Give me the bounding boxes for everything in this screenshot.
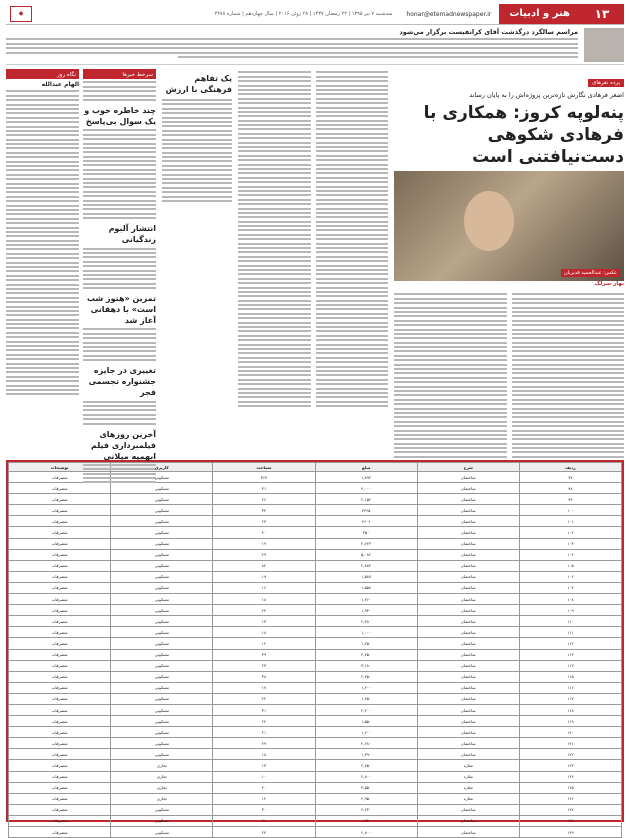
table-cell: مسکونی [111,505,213,516]
table-cell: ۱۳ [213,616,315,627]
table-row [9,693,622,704]
table-cell: مسکونی [111,682,213,693]
portrait-photo [584,28,624,62]
table-row [9,704,622,715]
table-cell: ۲,۸۰۰ [315,771,417,782]
table-cell: مغازه [417,782,519,793]
table-cell: متصرفات [9,782,111,793]
table-cell: ساختمان [417,605,519,616]
table-cell: ساختمان [417,693,519,704]
table-cell: مسکونی [111,804,213,815]
table-cell: ساختمان [417,671,519,682]
table-cell: ۴۵۰ [315,527,417,538]
table-cell: ۱۲۶ [519,793,621,804]
table-cell: مغازه [417,760,519,771]
table-header: مبلغ [315,463,417,472]
table-cell: ۲۴ [213,827,315,838]
table-cell: متصرفات [9,815,111,826]
table-cell: ساختمان [417,516,519,527]
table-cell: ۳,۱۸۰ [315,660,417,671]
table-cell: ساختمان [417,582,519,593]
table-cell: مسکونی [111,671,213,682]
table-cell: مسکونی [111,738,213,749]
table-cell: ساختمان [417,527,519,538]
table-cell: ۲۴ [213,605,315,616]
table-cell: ۱۱۵ [519,671,621,682]
table-cell: ساختمان [417,627,519,638]
table-row [9,827,622,838]
table-cell: ۱۸ [213,627,315,638]
table-cell: مسکونی [111,704,213,715]
feature-kicker: اصغر فرهادی نگارش تازه‌ترین پروژه‌اش را به پایان رساند [469,91,624,99]
table-header: توضیحات [9,463,111,472]
table-cell: ساختمان [417,571,519,582]
table-cell: ۱,۵۵۸ [315,582,417,593]
table-cell: ۲۱ [213,815,315,826]
table-cell: مسکونی [111,827,213,838]
table-row [9,560,622,571]
table-cell: ۲۴ [213,716,315,727]
table-row [9,649,622,660]
table-cell: ۱۲۱ [519,738,621,749]
table-cell: متصرفات [9,605,111,616]
photo-caption: عکس: عبدالحمید قدیریان [561,269,620,277]
table-cell: متصرفات [9,760,111,771]
table-cell: ساختمان [417,704,519,715]
table-cell: مسکونی [111,472,213,483]
table-cell: متصرفات [9,582,111,593]
table-cell: ساختمان [417,560,519,571]
table-cell: ۱۰۹ [519,605,621,616]
table-row [9,571,622,582]
table-cell: ۱۰۵ [519,560,621,571]
table-cell: ۱۲۴ [519,771,621,782]
table-cell: ۱,۰۰۰ [315,627,417,638]
photo-subject [464,191,514,251]
table-cell: مسکونی [111,516,213,527]
table-cell: مسکونی [111,538,213,549]
table-cell: متصرفات [9,549,111,560]
table-cell: ساختمان [417,638,519,649]
table-cell: متصرفات [9,505,111,516]
table-cell: ۲,۲۳۰ [315,804,417,815]
table-row [9,594,622,605]
section-title: هنر و ادبیات [499,4,580,24]
table-cell: متصرفات [9,527,111,538]
table-cell: ۱۱۹ [519,716,621,727]
table-cell: مسکونی [111,660,213,671]
table-cell: ۵,۰۸۲ [315,549,417,560]
table-row [9,793,622,804]
table-cell: ۱۲۲ [519,749,621,760]
table-cell: ساختمان [417,660,519,671]
table-cell: ساختمان [417,483,519,494]
table-cell: ۹۸ [519,483,621,494]
table-cell: ۳۰ [213,804,315,815]
table-cell: مسکونی [111,716,213,727]
table-cell: ساختمان [417,538,519,549]
table-row [9,682,622,693]
table-cell: متصرفات [9,716,111,727]
table-row [9,760,622,771]
obituary-headline: مراسم سالگرد درگذشت آقای کرانفیست برگزار می‌شود [399,28,578,36]
feature-tag: پرده نقرهای [588,79,624,87]
table-cell: تجاری [111,771,213,782]
table-cell: ۲,۱۵۲ [315,494,417,505]
table-cell: ۴۴۶۵ [315,505,417,516]
news-headline-3: تمرین «هنوز شب است» با دهقانی آغاز شد [86,294,156,326]
sidebar-box-left [83,69,156,461]
table-row [9,716,622,727]
feature-story [394,69,624,454]
middle-columns [238,69,388,454]
table-cell: ۲,۷۵۰ [315,760,417,771]
table-cell: ۱,۸۹۲ [315,472,417,483]
table-cell: ساختمان [417,649,519,660]
table-header: ردیف [519,463,621,472]
news-headline-5: آخرین روزهای فیلمبرداری فیلم ابهمیه میلانی [91,429,156,461]
table-cell: ۱۱۰ [519,616,621,627]
table-cell: ساختمان [417,716,519,727]
table-cell: متصرفات [9,638,111,649]
table-cell: متصرفات [9,693,111,704]
table-cell: ۲۳ [213,516,315,527]
main-content [6,69,624,461]
table-cell: ۲,۶۲۳ [315,538,417,549]
table-row [9,671,622,682]
table-cell: ساختمان [417,505,519,516]
table-cell: متصرفات [9,827,111,838]
table-cell: مسکونی [111,749,213,760]
table-cell: ۱۲۰ [519,727,621,738]
table-cell: متصرفات [9,727,111,738]
table-cell: متصرفات [9,483,111,494]
columnist-name: الهام عبدالله [41,81,79,88]
sidebar [6,69,156,461]
table-cell: ساختمان [417,549,519,560]
table-cell: ساختمان [417,682,519,693]
table-cell: مسکونی [111,571,213,582]
news-headline-1: چند خاطره خوب و یک سوال بی‌پاسخ [84,105,156,126]
table-row [9,538,622,549]
obituary-strip [6,28,624,65]
table-cell: ۱۰ [213,771,315,782]
table-cell: ۱۰۳ [519,538,621,549]
table-cell: ساختمان [417,827,519,838]
property-auction-ad [6,460,624,835]
table-cell: ۲,۲۸۰ [315,616,417,627]
table-cell: ۱۲ [213,793,315,804]
table-cell: مسکونی [111,560,213,571]
table-cell: ۲۹ [213,549,315,560]
table-cell: ۱۲۹ [519,827,621,838]
table-cell: ۳۶۷ [213,472,315,483]
table-cell: ساختمان [417,594,519,605]
table-cell: متصرفات [9,738,111,749]
table-cell: مسکونی [111,616,213,627]
table-cell: ۸۲ [213,560,315,571]
obituary-text [6,38,578,58]
table-row [9,749,622,760]
table-cell: تجاری [111,782,213,793]
table-cell: ۱۱۶ [519,682,621,693]
table-cell: مسکونی [111,815,213,826]
table-cell: ۱۸ [213,749,315,760]
table-cell: ساختمان [417,738,519,749]
table-cell: ۱۲۷ [519,804,621,815]
table-row [9,582,622,593]
table-cell: مسکونی [111,527,213,538]
table-cell: ۳۱ [213,483,315,494]
table-cell: متصرفات [9,749,111,760]
table-cell: ۱۲۳ [519,760,621,771]
table-row [9,638,622,649]
table-cell: ۳,۵۵۰ [315,782,417,793]
table-cell: ۱۳ [213,760,315,771]
table-cell: ساختمان [417,494,519,505]
table-cell: ساختمان [417,727,519,738]
table-cell: تجاری [111,793,213,804]
table-cell: ۱۰۰ [519,505,621,516]
table-cell: ۳۹ [213,649,315,660]
table-cell: ۱۰۶ [519,571,621,582]
table-cell: ۱,۴۵۰ [315,815,417,826]
table-cell: متصرفات [9,472,111,483]
table-cell: ۱۹ [213,571,315,582]
table-row [9,804,622,815]
table-cell: مسکونی [111,605,213,616]
table-header: کاربری [111,463,213,472]
table-row [9,616,622,627]
feature-body [394,291,624,458]
table-cell: متصرفات [9,616,111,627]
section-email: honar@etemadnewspaper.ir [406,10,492,18]
opinion-headline: یک تفاهم فرهنگی با ارزش [165,74,232,94]
table-cell: ۲,۸۰۰ [315,827,417,838]
table-cell: مغازه [417,771,519,782]
table-cell: ۱۹ [213,538,315,549]
table-cell: ۱۶ [213,582,315,593]
table-cell: ۳۴ [213,505,315,516]
table-row [9,815,622,826]
table-cell: متصرفات [9,538,111,549]
table-cell: ۱,۶۰۰ [315,727,417,738]
table-cell: مسکونی [111,638,213,649]
table-cell: متصرفات [9,660,111,671]
table-row [9,605,622,616]
feature-headline: پنه‌لوپه کروز: همکاری با فرهادی شکوهی دست‌نیافتنی است [423,103,624,167]
table-cell: متصرفات [9,682,111,693]
table-cell: تجاری [111,760,213,771]
table-cell: ساختمان [417,749,519,760]
sidebar-box-header: سرخط خبرها [83,71,156,79]
byline: بهار سرلک [594,281,624,287]
masthead [6,4,624,25]
table-cell: ۲۱ [213,727,315,738]
table-cell: ۳۱ [213,704,315,715]
table-cell: متصرفات [9,804,111,815]
table-cell: متصرفات [9,704,111,715]
sidebar-box-right [6,69,79,454]
sidebar-box-header: نگاه روز [6,71,79,79]
table-row [9,782,622,793]
property-table [8,462,622,838]
table-cell: ۲۳ [213,660,315,671]
table-cell: ۱۸ [213,594,315,605]
table-row [9,505,622,516]
table-row [9,527,622,538]
table-cell: ۱۰۱ [519,516,621,527]
opinion-column [162,69,232,454]
table-cell: مسکونی [111,549,213,560]
table-cell: ۱۱۳ [519,649,621,660]
table-cell: متصرفات [9,560,111,571]
table-cell: متصرفات [9,627,111,638]
table-cell: ۱۷ [213,682,315,693]
table-cell: ۲۹ [213,738,315,749]
table-cell: ۱,۲۶۰ [315,594,417,605]
table-cell: ۱۱۱ [519,627,621,638]
table-cell: ۱,۹۳۰ [315,605,417,616]
table-row [9,516,622,527]
table-cell: ۱۲۸ [519,815,621,826]
table-cell: ۲,۷۵۰ [315,671,417,682]
table-cell: ۲,۹۵۰ [315,793,417,804]
news-headline-4: تغییری در جایزه جشنواره تجسمی فجر [88,366,156,398]
table-cell: ۱۱۷ [519,693,621,704]
table-cell: ۴۰ [213,527,315,538]
table-cell: ۳۸ [213,671,315,682]
table-cell: متصرفات [9,671,111,682]
table-row [9,660,622,671]
table-row [9,771,622,782]
table-cell: متصرفات [9,516,111,527]
table-cell: متصرفات [9,594,111,605]
table-cell: متصرفات [9,494,111,505]
table-cell: مسکونی [111,582,213,593]
table-cell: ساختمان [417,815,519,826]
table-cell: ساختمان [417,804,519,815]
table-header: شرح [417,463,519,472]
table-cell: ۱۲ [213,638,315,649]
table-cell: مسکونی [111,727,213,738]
table-cell: متصرفات [9,571,111,582]
table-cell: مسکونی [111,627,213,638]
table-cell: متصرفات [9,793,111,804]
table-cell: ۲,۴۰۰ [315,704,417,715]
table-cell: ۲۲ [213,693,315,704]
feature-photo [394,171,624,281]
table-cell: ۱۰۴ [519,549,621,560]
table-cell: ۱,۵۵۰ [315,716,417,727]
newspaper-logo: ◆ [10,6,32,22]
table-cell: مسکونی [111,693,213,704]
news-headline-2: انتشار آلبوم زندگیانی [108,224,156,245]
table-cell: ساختمان [417,616,519,627]
table-cell: مغازه [417,793,519,804]
table-cell: ۲,۲۸۰ [315,738,417,749]
table-cell: مسکونی [111,649,213,660]
table-cell: ۴۰ [213,782,315,793]
table-row [9,549,622,560]
table-cell: ۴,۰۰۰ [315,483,417,494]
page-number: ۱۳ [580,4,624,24]
table-cell: ۱,۳۹۰ [315,749,417,760]
table-header: مساحت [213,463,315,472]
table-cell: ۱۱۲ [519,638,621,649]
dateline: سه‌شنبه ۷ تیر ۱۳۹۵ | ۲۲ رمضان ۱۴۳۷ | ۲۸ ژوئن ۲۰۱۶ | سال چهاردهم | شماره ۳۶۷۸ [214,11,393,17]
table-cell: ۱,۲۰۰ [315,682,417,693]
table-cell: ۱,۴۵۰ [315,693,417,704]
table-cell: ۱۰۸ [519,594,621,605]
table-cell: ۲۶۰۶ [315,516,417,527]
table-cell: ساختمان [417,472,519,483]
table-cell: ۹۷ [519,472,621,483]
table-cell: ۱۲۵ [519,782,621,793]
table-cell: ۱۱۸ [519,704,621,715]
table-cell: متصرفات [9,771,111,782]
table-row [9,494,622,505]
table-row [9,738,622,749]
table-cell: ۱۰۲ [519,527,621,538]
table-cell: مسکونی [111,483,213,494]
table-cell: متصرفات [9,649,111,660]
table-cell: ۲,۸۸۲ [315,560,417,571]
table-cell: مسکونی [111,594,213,605]
table-cell: ۱,۵۸۷ [315,571,417,582]
table-cell: ۱۱۴ [519,660,621,671]
table-cell: ۱۰۷ [519,582,621,593]
table-cell: ۱,۲۵۰ [315,638,417,649]
table-row [9,727,622,738]
table-row [9,627,622,638]
table-cell: ۴,۷۵۰ [315,649,417,660]
table-cell: ۹۹ [519,494,621,505]
table-cell: ۲۶ [213,494,315,505]
table-row [9,483,622,494]
table-cell: مسکونی [111,494,213,505]
